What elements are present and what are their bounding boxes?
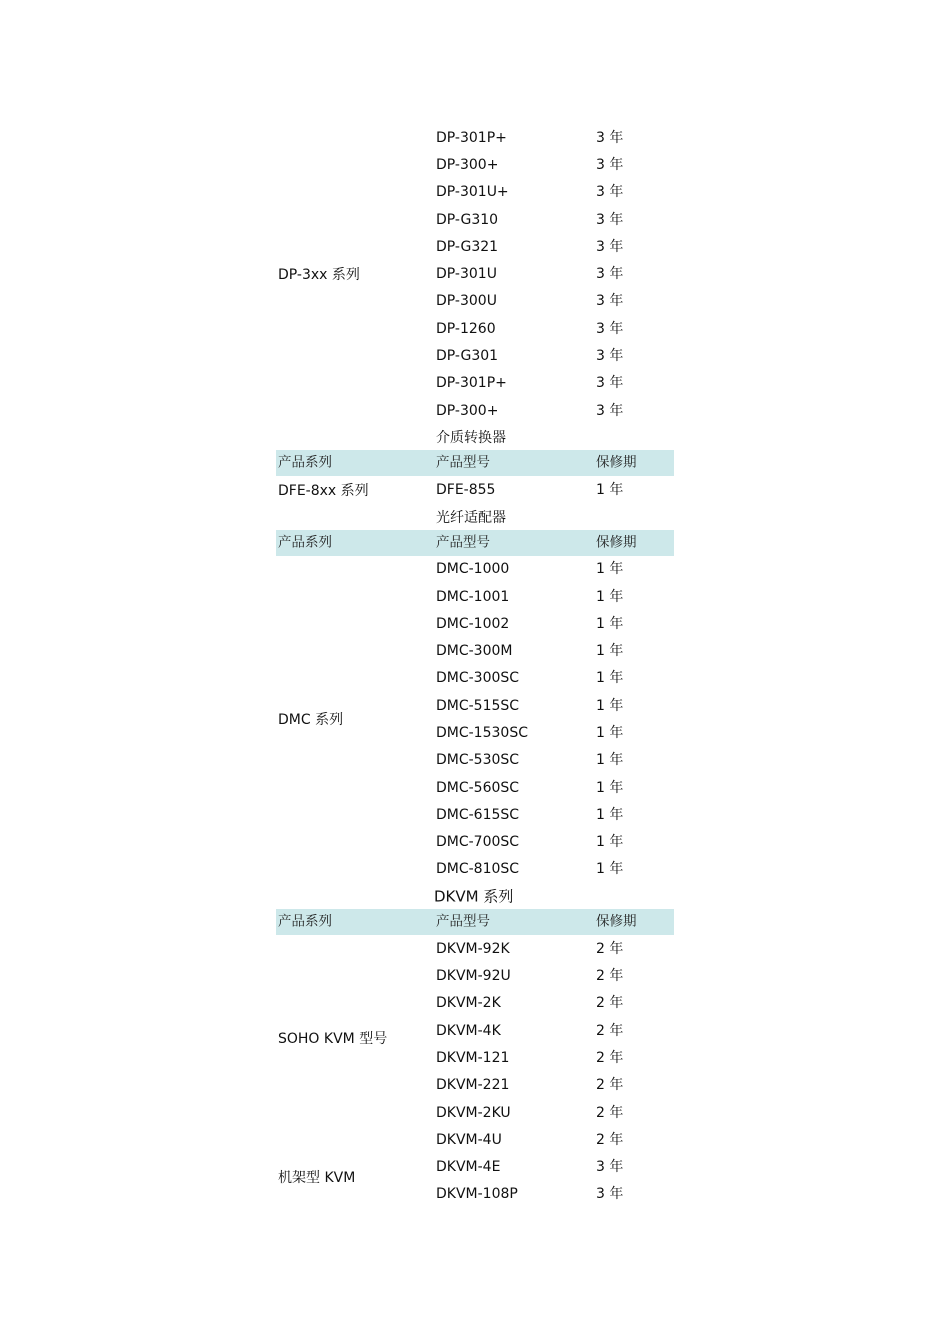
model-cell: DP-301P+ bbox=[436, 129, 507, 146]
warranty-cell: 2 年 bbox=[596, 1077, 624, 1094]
warranty-cell: 2 年 bbox=[596, 1131, 624, 1148]
warranty-cell: 3 年 bbox=[596, 402, 624, 419]
table-row bbox=[276, 990, 674, 1017]
table-row bbox=[276, 342, 674, 369]
model-cell: DP-1260 bbox=[436, 320, 496, 337]
table-row bbox=[276, 637, 674, 664]
table-row bbox=[276, 665, 674, 692]
warranty-cell: 3 年 bbox=[596, 211, 624, 228]
table-row bbox=[276, 556, 674, 583]
table-row bbox=[276, 583, 674, 610]
table-row bbox=[276, 1072, 674, 1099]
model-cell: DP-300+ bbox=[436, 402, 499, 419]
table-row bbox=[276, 719, 674, 746]
model-cell: DKVM-4K bbox=[436, 1022, 501, 1039]
header-model: 产品型号 bbox=[436, 533, 490, 550]
series-label-rack-kvm: 机架型 KVM bbox=[278, 1170, 356, 1187]
model-cell: DMC-300M bbox=[436, 643, 513, 660]
warranty-cell: 3 年 bbox=[596, 348, 624, 365]
warranty-cell: 1 年 bbox=[596, 643, 624, 660]
model-cell: DP-G321 bbox=[436, 238, 499, 255]
section-title-dkvm: DKVM 系列 bbox=[434, 887, 514, 906]
warranty-cell: 1 年 bbox=[596, 834, 624, 851]
warranty-cell: 1 年 bbox=[596, 697, 624, 714]
model-cell: DP-G310 bbox=[436, 211, 499, 228]
model-cell: DMC-1000 bbox=[436, 561, 510, 578]
dkvm-group bbox=[276, 935, 674, 1208]
table-row bbox=[276, 260, 674, 287]
warranty-cell: 1 年 bbox=[596, 615, 624, 632]
model-cell: DMC-300SC bbox=[436, 670, 520, 687]
model-cell: DP-301P+ bbox=[436, 375, 507, 392]
series-label-dmc: DMC 系列 bbox=[278, 712, 344, 729]
dfe-group bbox=[276, 476, 674, 503]
header-model: 产品型号 bbox=[436, 454, 490, 471]
model-cell: DMC-615SC bbox=[436, 806, 520, 823]
table-row bbox=[276, 1181, 674, 1208]
warranty-cell: 1 年 bbox=[596, 561, 624, 578]
warranty-cell: 3 年 bbox=[596, 293, 624, 310]
model-cell: DKVM-4U bbox=[436, 1131, 502, 1148]
model-cell: DMC-560SC bbox=[436, 779, 520, 796]
table-row bbox=[276, 935, 674, 962]
table-row bbox=[276, 315, 674, 342]
table-row bbox=[276, 747, 674, 774]
table-header bbox=[276, 450, 674, 476]
table-row bbox=[276, 1044, 674, 1071]
model-cell: DP-G301 bbox=[436, 348, 499, 365]
warranty-cell: 2 年 bbox=[596, 940, 624, 957]
model-cell: DMC-810SC bbox=[436, 861, 520, 878]
section-title-media-converter: 介质转换器 bbox=[436, 430, 506, 447]
model-cell: DKVM-121 bbox=[436, 1049, 510, 1066]
header-warranty: 保修期 bbox=[596, 454, 637, 471]
model-cell: DMC-1002 bbox=[436, 615, 510, 632]
table-header bbox=[276, 909, 674, 935]
warranty-cell: 3 年 bbox=[596, 320, 624, 337]
header-warranty: 保修期 bbox=[596, 533, 637, 550]
model-cell: DP-301U+ bbox=[436, 184, 509, 201]
warranty-cell: 3 年 bbox=[596, 129, 624, 146]
warranty-cell: 1 年 bbox=[596, 752, 624, 769]
table-row bbox=[276, 370, 674, 397]
model-cell: DKVM-221 bbox=[436, 1077, 510, 1094]
table-row bbox=[276, 829, 674, 856]
model-cell: DMC-1530SC bbox=[436, 724, 528, 741]
table-row bbox=[276, 1099, 674, 1126]
model-cell: DMC-530SC bbox=[436, 752, 520, 769]
header-model: 产品型号 bbox=[436, 913, 490, 930]
table-row bbox=[276, 179, 674, 206]
warranty-cell: 1 年 bbox=[596, 670, 624, 687]
table-row bbox=[276, 692, 674, 719]
series-label-dfe: DFE-8xx 系列 bbox=[278, 482, 369, 499]
model-cell: DKVM-4E bbox=[436, 1159, 501, 1176]
table-row bbox=[276, 801, 674, 828]
table-row bbox=[276, 476, 674, 503]
warranty-cell: 1 年 bbox=[596, 779, 624, 796]
warranty-document bbox=[276, 124, 674, 1208]
header-series: 产品系列 bbox=[278, 913, 332, 930]
model-cell: DMC-515SC bbox=[436, 697, 520, 714]
warranty-cell: 2 年 bbox=[596, 1022, 624, 1039]
table-row bbox=[276, 151, 674, 178]
warranty-cell: 3 年 bbox=[596, 184, 624, 201]
model-cell: DMC-700SC bbox=[436, 834, 520, 851]
warranty-cell: 3 年 bbox=[596, 375, 624, 392]
model-cell: DKVM-92K bbox=[436, 940, 510, 957]
table-row bbox=[276, 206, 674, 233]
model-cell: DKVM-2KU bbox=[436, 1104, 511, 1121]
model-cell: DFE-855 bbox=[436, 481, 496, 498]
warranty-cell: 3 年 bbox=[596, 1159, 624, 1176]
warranty-cell: 2 年 bbox=[596, 1049, 624, 1066]
header-series: 产品系列 bbox=[278, 533, 332, 550]
table-row bbox=[276, 1126, 674, 1153]
table-row bbox=[276, 1154, 674, 1181]
table-row bbox=[276, 397, 674, 424]
table-row bbox=[276, 288, 674, 315]
table-row bbox=[276, 856, 674, 883]
warranty-cell: 3 年 bbox=[596, 156, 624, 173]
warranty-cell: 1 年 bbox=[596, 724, 624, 741]
model-cell: DKVM-2K bbox=[436, 995, 501, 1012]
table-row bbox=[276, 233, 674, 260]
table-row bbox=[276, 962, 674, 989]
warranty-cell: 3 年 bbox=[596, 238, 624, 255]
model-cell: DKVM-92U bbox=[436, 968, 511, 985]
table-row bbox=[276, 610, 674, 637]
model-cell: DKVM-108P bbox=[436, 1186, 518, 1203]
table-row bbox=[276, 1017, 674, 1048]
table-row bbox=[276, 774, 674, 801]
series-label-dp3xx: DP-3xx 系列 bbox=[278, 267, 360, 284]
warranty-cell: 1 年 bbox=[596, 861, 624, 878]
table-row bbox=[276, 124, 674, 151]
section-title-fiber-adapter: 光纤适配器 bbox=[436, 509, 506, 526]
dp3xx-group bbox=[276, 124, 674, 424]
model-cell: DP-300+ bbox=[436, 156, 499, 173]
series-label-soho-kvm: SOHO KVM 型号 bbox=[278, 1031, 388, 1048]
model-cell: DP-300U bbox=[436, 293, 497, 310]
model-cell: DMC-1001 bbox=[436, 588, 510, 605]
warranty-cell: 2 年 bbox=[596, 1104, 624, 1121]
warranty-cell: 1 年 bbox=[596, 806, 624, 823]
warranty-cell: 3 年 bbox=[596, 266, 624, 283]
header-warranty: 保修期 bbox=[596, 913, 637, 930]
warranty-cell: 2 年 bbox=[596, 968, 624, 985]
warranty-cell: 3 年 bbox=[596, 1186, 624, 1203]
table-header bbox=[276, 530, 674, 556]
warranty-cell: 1 年 bbox=[596, 481, 624, 498]
header-series: 产品系列 bbox=[278, 454, 332, 471]
warranty-cell: 2 年 bbox=[596, 995, 624, 1012]
dmc-group bbox=[276, 556, 674, 884]
model-cell: DP-301U bbox=[436, 266, 497, 283]
warranty-cell: 1 年 bbox=[596, 588, 624, 605]
